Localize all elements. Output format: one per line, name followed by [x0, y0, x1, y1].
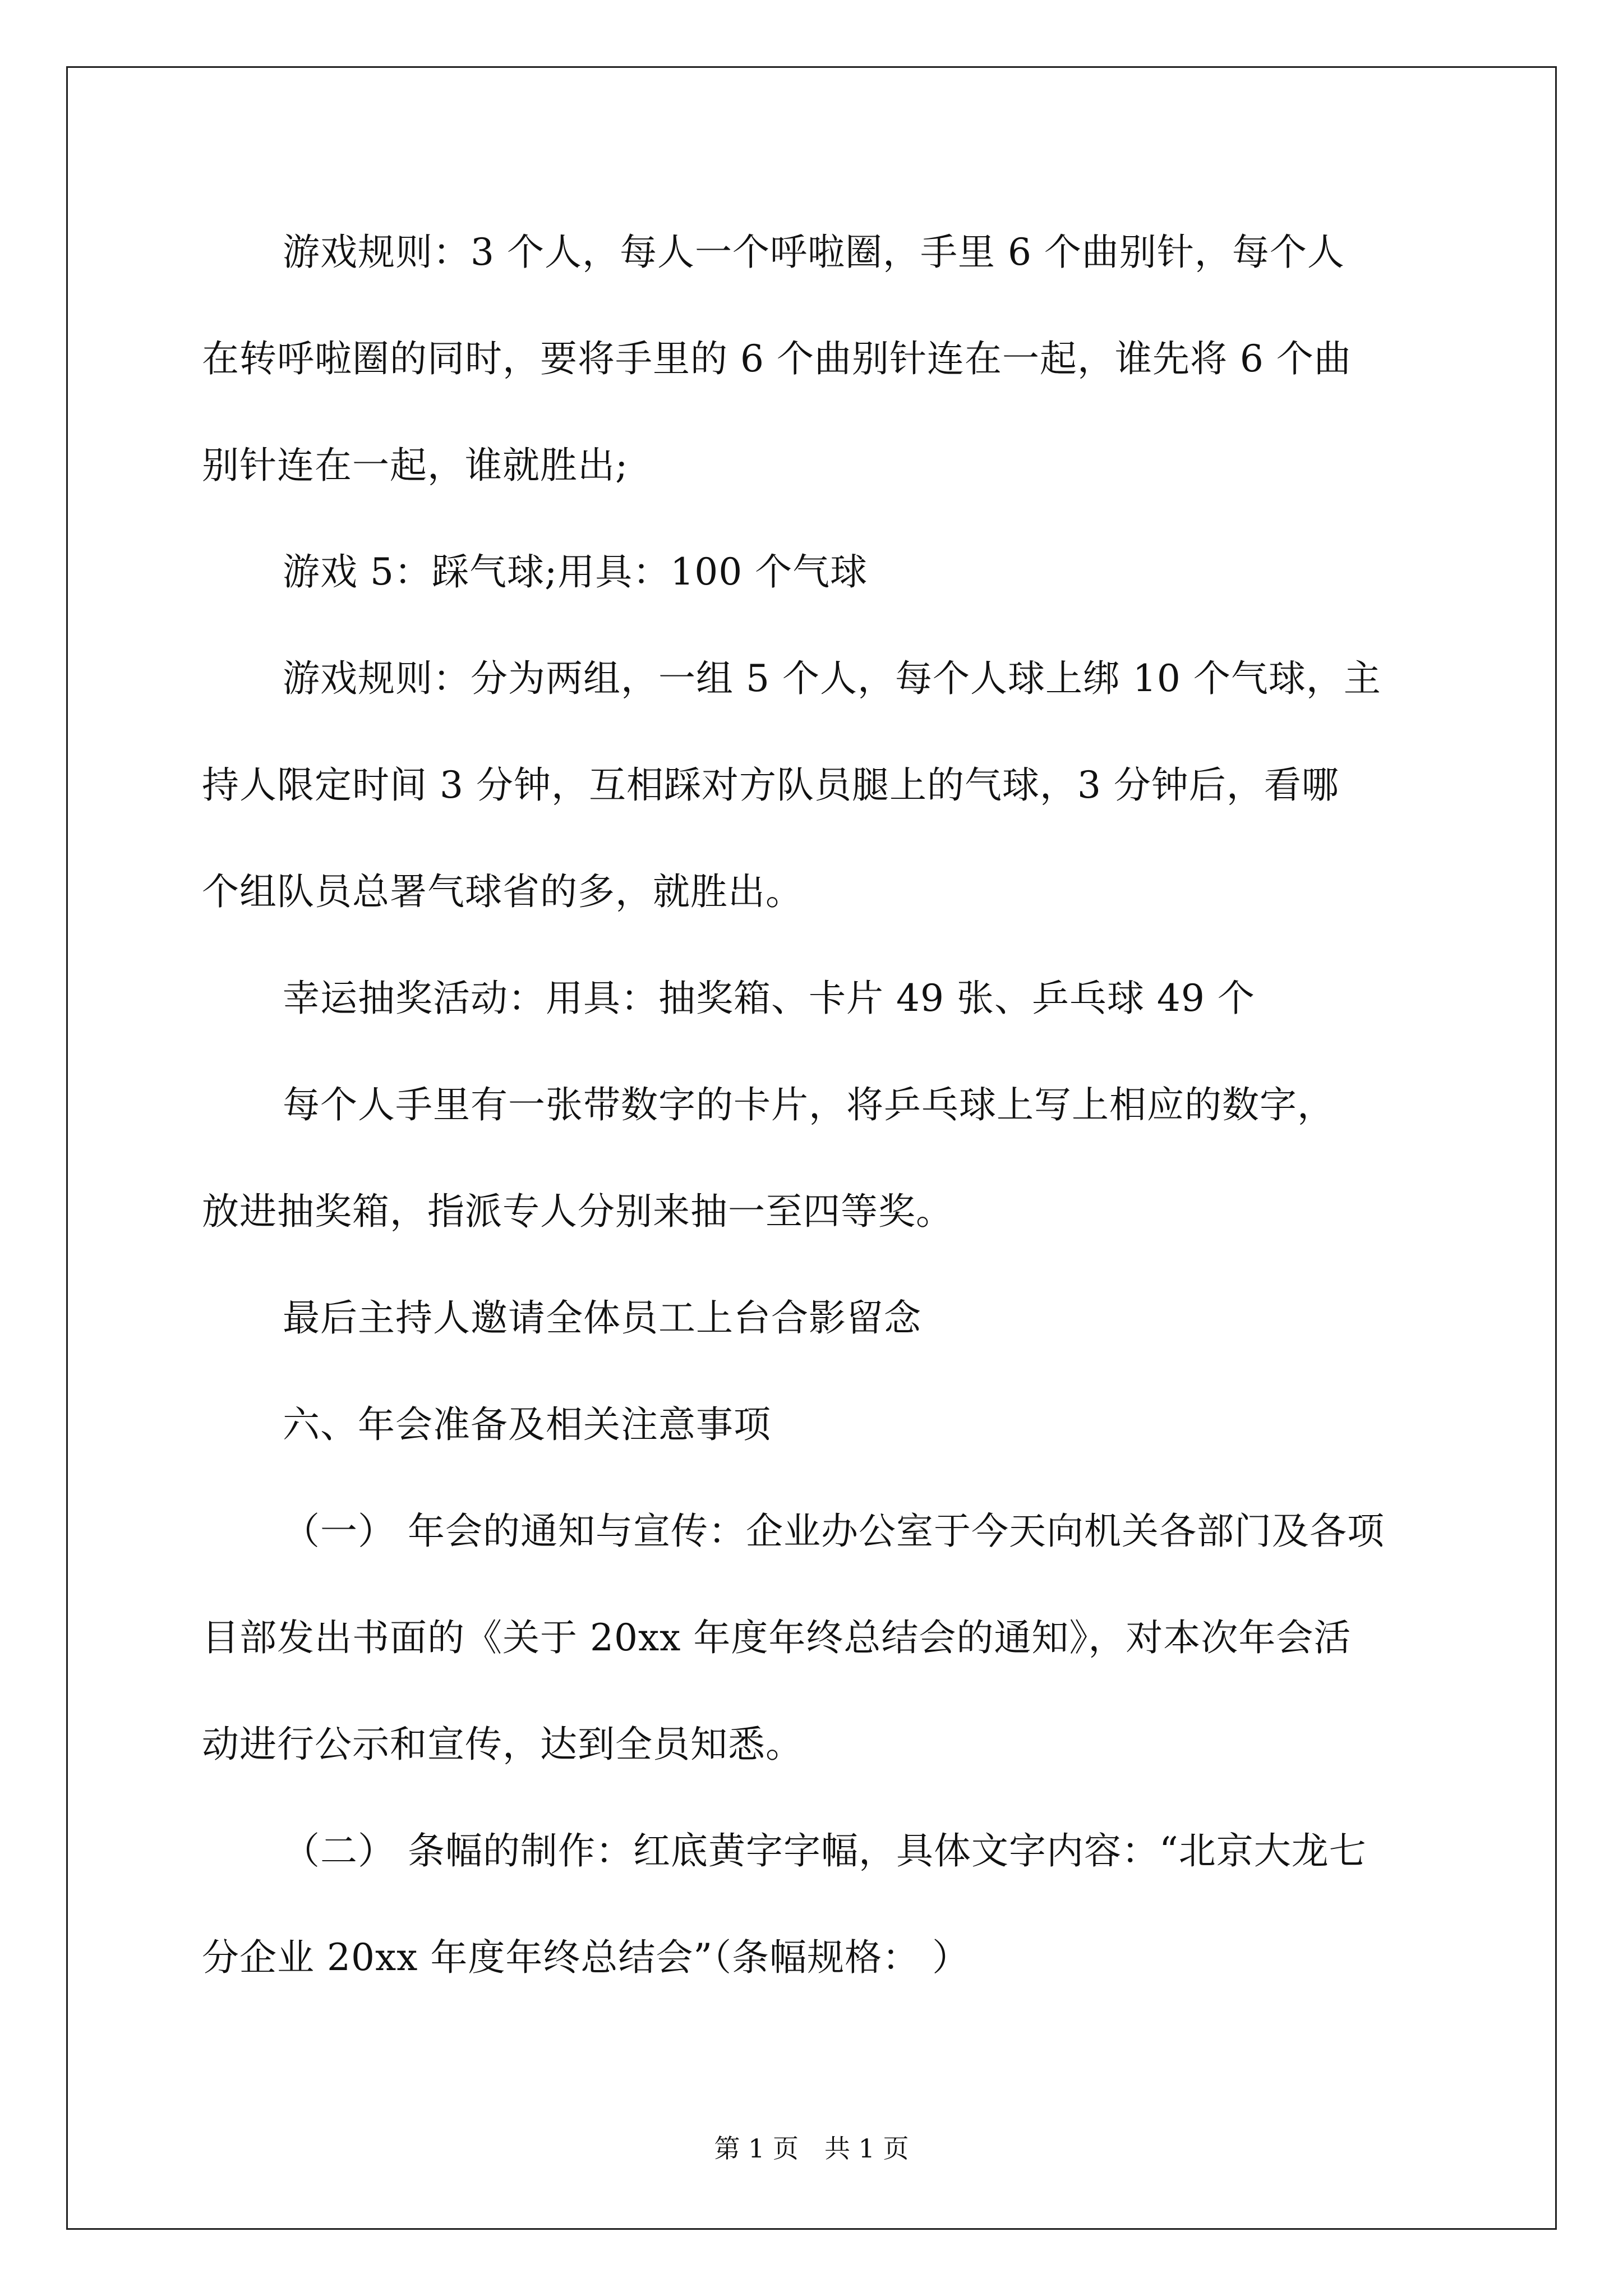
- text-line: 别针连在一起，谁就胜出;: [202, 444, 629, 487]
- page-number: 第 1 页: [714, 2133, 799, 2164]
- text-line: 放进抽奖箱，指派专人分别来抽一至四等奖。: [202, 1190, 953, 1233]
- text-line: 最后主持人邀请全体员工上台合影留念: [283, 1296, 921, 1340]
- text-line: 分企业 20xx 年度年终总结会”（条幅规格： ）: [202, 1936, 970, 1979]
- page-count: 共 1 页: [824, 2133, 909, 2164]
- text-line: 在转呼啦圈的同时，要将手里的 6 个曲别针连在一起，谁先将 6 个曲: [202, 337, 1352, 380]
- text-line: （二） 条幅的制作：红底黄字字幅，具体文字内容：“北京大龙七: [283, 1829, 1367, 1872]
- text-line: 目部发出书面的《关于 20xx 年度年终总结会的通知》，对本次年会活: [202, 1616, 1352, 1659]
- text-line: 游戏 5：踩气球;用具：100 个气球: [283, 550, 868, 593]
- text-line: 动进行公示和宣传，达到全员知悉。: [202, 1723, 803, 1766]
- text-line: 持人限定时间 3 分钟，互相踩对方队员腿上的气球，3 分钟后，看哪: [202, 763, 1339, 807]
- document-body: [202, 199, 1422, 2011]
- text-line: 每个人手里有一张带数字的卡片，将乒乓球上写上相应的数字，: [283, 1083, 1335, 1126]
- text-line: 六、年会准备及相关注意事项: [283, 1403, 771, 1446]
- text-line: 游戏规则：分为两组，一组 5 个人，每个人球上绑 10 个气球，主: [283, 657, 1381, 700]
- text-line: 幸运抽奖活动：用具：抽奖箱、卡片 49 张、乒乓球 49 个: [283, 977, 1255, 1020]
- text-line: 游戏规则：3 个人，每人一个呼啦圈，手里 6 个曲别针，每个人: [283, 231, 1345, 274]
- text-line: 个组队员总署气球省的多，就胜出。: [202, 870, 803, 913]
- page-footer: [0, 2132, 1623, 2165]
- text-line: （一） 年会的通知与宣传：企业办公室于今天向机关各部门及各项: [283, 1510, 1385, 1553]
